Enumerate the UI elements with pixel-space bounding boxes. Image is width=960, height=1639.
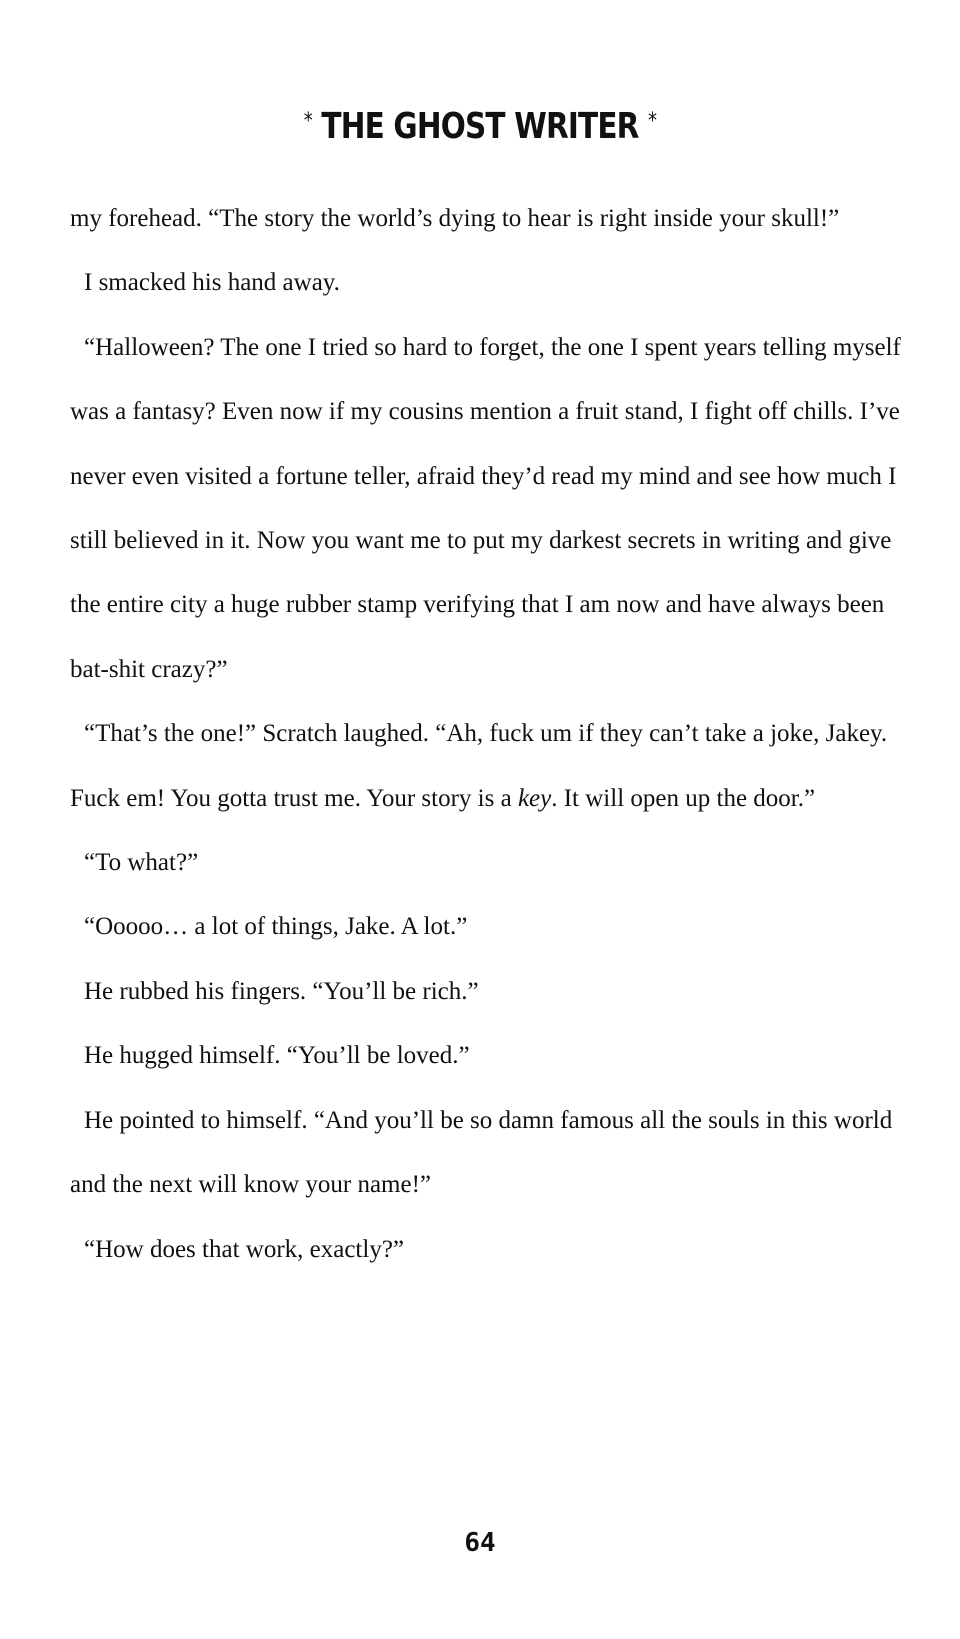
paragraph: “Halloween? The one I tried so hard to forget, the one I spent years telling myself was a fantasy? Even now if my cousins mention a fruit stand, I fight off chills. I’ve never even visited a fortune teller, afraid they’d read my mind and see how much I still believed in it. Now you want me to put my darkest secrets in writing and give the entire city a huge rubber stamp verifying that I am now and have always been bat-shit crazy?”	[70, 333, 901, 683]
header-title: THE GHOST WRITER	[321, 106, 639, 147]
body-text	[70, 187, 906, 1282]
paragraph: He hugged himself. “You’ll be loved.”	[84, 1042, 470, 1070]
page-number: 64	[464, 1528, 496, 1558]
paragraph: my forehead. “The story the world’s dying to hear is right inside your skull!”	[70, 205, 840, 232]
paragraph-text: . It will open up the door.”	[551, 784, 816, 812]
header-star-right: *	[648, 109, 657, 134]
paragraph: “To what?”	[84, 849, 199, 877]
paragraph: “Ooooo… a lot of things, Jake. A lot.”	[84, 913, 468, 941]
header-star-left: *	[303, 109, 312, 134]
paragraph-text: “That’s the one!” Scratch laughed. “Ah, fuck um if they can’t take a joke, Jakey. Fuck em! You gotta trust me. Your story is a	[70, 720, 888, 812]
emphasis-text: key	[517, 784, 552, 812]
paragraph: I smacked his hand away.	[84, 269, 340, 297]
paragraph	[70, 702, 906, 831]
running-header	[86, 106, 873, 147]
paragraph: “How does that work, exactly?”	[84, 1235, 405, 1263]
paragraph: He rubbed his fingers. “You’ll be rich.”	[84, 977, 479, 1005]
paragraph: He pointed to himself. “And you’ll be so damn famous all the souls in this world and the next will know your name!”	[70, 1106, 893, 1199]
